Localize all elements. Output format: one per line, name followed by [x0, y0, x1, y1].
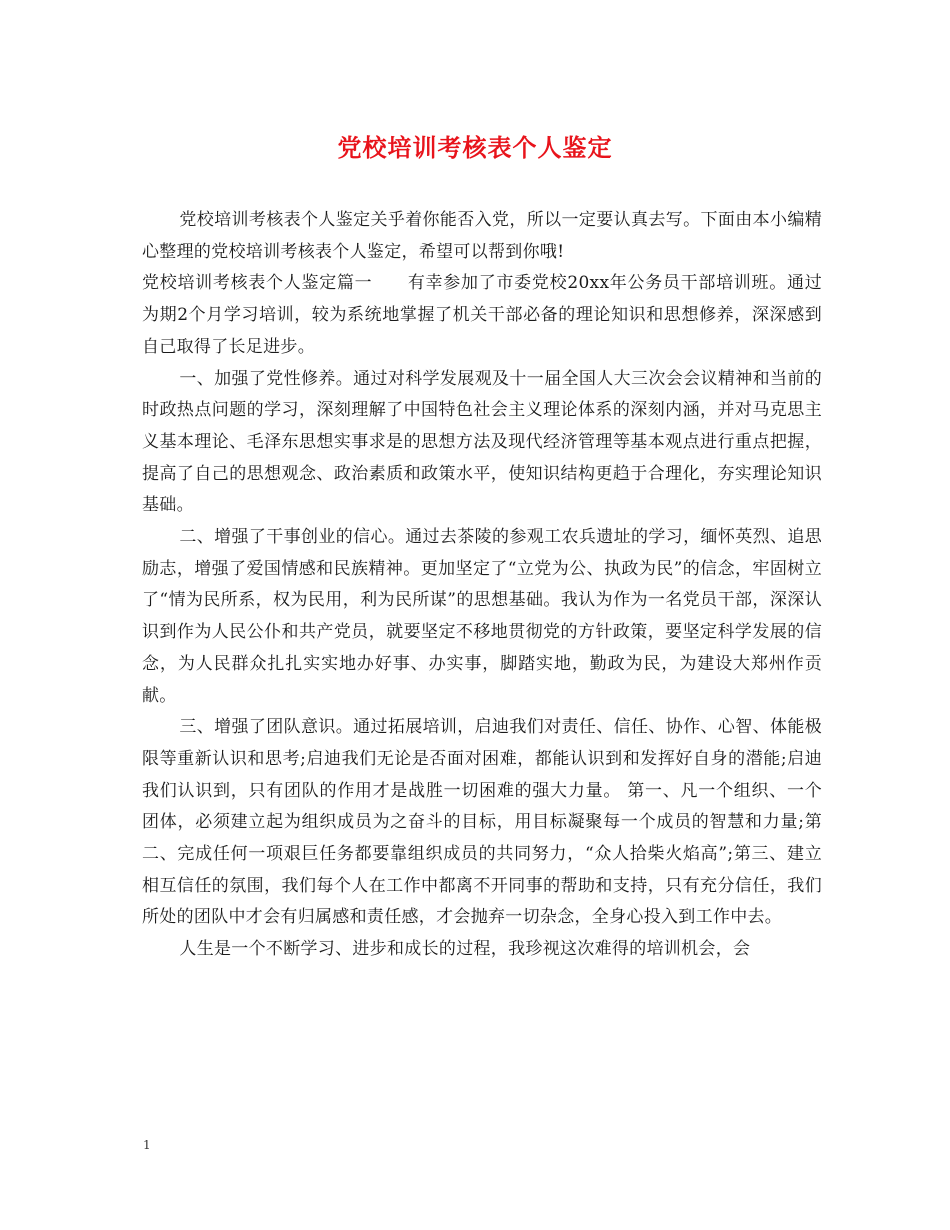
paragraph-conclusion: 人生是一个不断学习、进步和成长的过程，我珍视这次难得的培训机会，会: [179, 939, 751, 960]
page-number: 1: [143, 1138, 151, 1152]
paragraph-point-one: 一、加强了党性修养。通过对科学发展观及十一届全国人大三次会会议精神和当前的时政热点问题的学习，深刻理解了中国特色社会主义理论体系的深刻内涵，并对马克思主义基本理论、毛泽东思想实事求是的思想方法及现代经济管理等基本观点进行重点把握，提高了自己的思想观念、政治素质和政策水平，使知识结构更趋于合理化，夯实理论知识基础。: [142, 368, 822, 516]
document-title: 党校培训考核表个人鉴定: [337, 133, 613, 162]
paragraph-point-three: 三、增强了团队意识。通过拓展培训，启迪我们对责任、信任、协作、心智、体能极限等重新认识和思考;启迪我们无论是否面对困难，都能认识到和发挥好自身的潜能;启迪我们认识到，只有团队的作用才是战胜一切困难的强大力量。 第一、凡一个组织、一个团体，必须建立起为组织成员为之奋斗的目标，用目标凝聚每一个成员的智慧和力量;第二、完成任何一项艰巨任务都要靠组织成员的共同努力，“众人拾柴火焰高”;第三、建立相互信任的氛围，我们每个人在工作中都离不开同事的帮助和支持，只有充分信任，我们所处的团队中才会有归属感和责任感，才会抛弃一切杂念，全身心投入到工作中去。: [142, 717, 822, 928]
paragraph-section-one-start: 党校培训考核表个人鉴定篇一 有幸参加了市委党校20xx年公务员干部培训班。通过为期2个月学习培训，较为系统地掌握了机关干部必备的理论知识和思想修养，深深感到自己取得了长足进步。: [142, 273, 822, 357]
paragraph-point-two: 二、增强了干事创业的信心。通过去茶陵的参观工农兵遗址的学习，缅怀英烈、追思励志，增强了爱国情感和民族精神。更加坚定了“立党为公、执政为民”的信念，牢固树立了“情为民所系，权为民用，利为民所谋”的思想基础。我认为作为一名党员干部，深深认识到作为人民公仆和共产党员，就要坚定不移地贯彻党的方针政策，要坚定科学发展的信念，为人民群众扎扎实实地办好事、办实事，脚踏实地，勤政为民，为建设大郑州作贡献。: [142, 527, 822, 706]
paragraph-intro: 党校培训考核表个人鉴定关乎着你能否入党，所以一定要认真去写。下面由本小编精心整理的党校培训考核表个人鉴定，希望可以帮到你哦!: [142, 210, 822, 262]
document-body: [142, 205, 822, 966]
